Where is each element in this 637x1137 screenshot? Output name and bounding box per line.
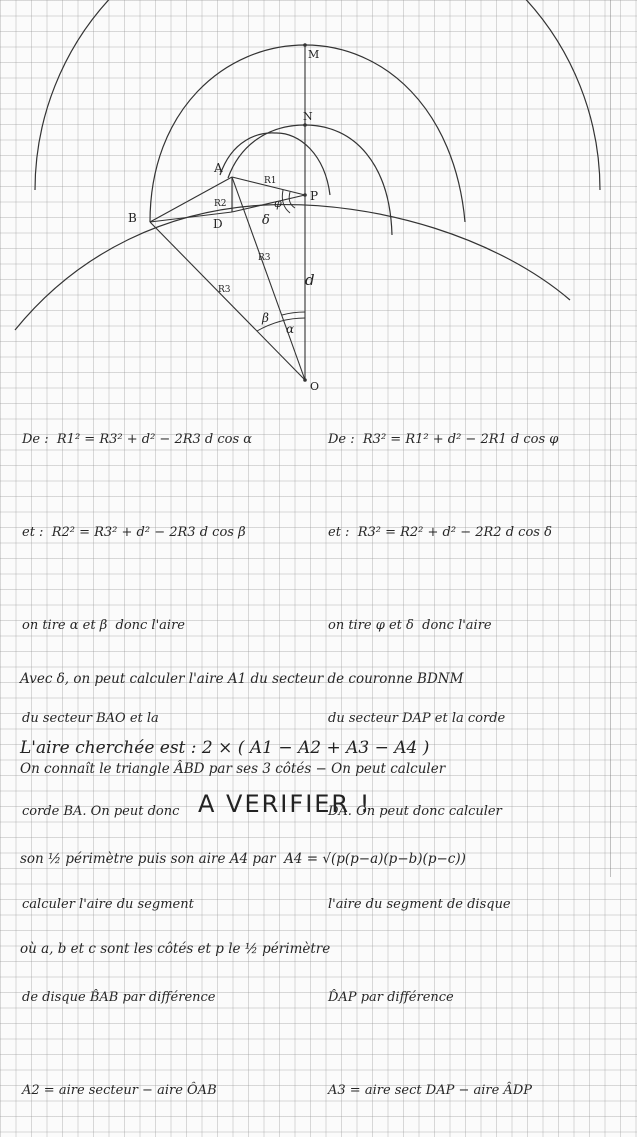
left-note-line: De : R1² = R3² + d² − 2R3 d cos α xyxy=(22,432,253,447)
label-o: O xyxy=(310,380,320,393)
angle-arc-alpha xyxy=(282,312,305,315)
left-note-line: et : R2² = R3² + d² − 2R3 d cos β xyxy=(22,525,246,540)
point-m-marker xyxy=(303,43,307,47)
label-n: N xyxy=(303,110,313,123)
right-note-line: DA. On peut donc calculer xyxy=(328,804,502,819)
line-b-o xyxy=(150,222,305,380)
bottom-note-line: où a, b et c sont les côtés et p le ½ périmètre xyxy=(20,941,331,957)
right-note-line: on tire φ et δ donc l'aire xyxy=(328,618,492,633)
point-n-marker xyxy=(303,123,307,127)
bottom-note-line: Avec δ, on peut calculer l'aire A1 du secteur de couronne BDNM xyxy=(20,671,464,687)
line-d-p xyxy=(232,195,305,212)
label-phi: φ xyxy=(274,197,282,210)
verify-note: A VERIFIER ! xyxy=(198,790,372,818)
label-r3-mid: R3 xyxy=(258,253,271,263)
label-d-point: D xyxy=(213,217,223,231)
geometry-figure xyxy=(0,0,637,393)
label-r1: R1 xyxy=(264,176,277,186)
label-r2: R2 xyxy=(214,199,227,209)
final-formula: L'aire cherchée est : 2 × ( A1 − A2 + A3 − A4 ) xyxy=(20,738,430,758)
angle-arc-phi xyxy=(289,192,295,208)
left-note-line: de disque B̂AB par différence xyxy=(22,990,216,1005)
left-note-line: on tire α et β donc l'aire xyxy=(22,618,185,633)
label-beta: β xyxy=(262,311,269,325)
label-b: B xyxy=(128,211,137,225)
arc-lower-b xyxy=(15,205,570,330)
right-note-line: du secteur DAP et la corde xyxy=(328,711,506,726)
bottom-note-line: On connaît le triangle ÂBD par ses 3 côtés − On peut calculer xyxy=(20,761,446,777)
arc-large-m xyxy=(35,0,600,190)
label-d: d xyxy=(305,271,315,289)
right-note-line: De : R3² = R1² + d² − 2R1 d cos φ xyxy=(328,432,559,447)
label-delta: δ xyxy=(262,213,270,228)
label-r3-left: R3 xyxy=(218,285,231,295)
right-note-line: l'aire du segment de disque xyxy=(328,897,511,912)
angle-arc-delta xyxy=(282,190,290,213)
label-a: A xyxy=(214,161,223,175)
right-note-line: et : R3² = R2² + d² − 2R2 d cos δ xyxy=(328,525,552,540)
left-note-line: du secteur BAO et la xyxy=(22,711,159,726)
left-note-line: A2 = aire secteur − aire ÔAB xyxy=(22,1083,217,1098)
left-note-line: corde BA. On peut donc xyxy=(22,804,180,819)
bottom-note-line: son ½ périmètre puis son aire A4 par A4 = √(p(p−a)(p−b)(p−c)) xyxy=(20,851,466,867)
label-alpha: α xyxy=(286,322,295,336)
arc-circle-a-n xyxy=(228,125,392,235)
label-p: P xyxy=(310,189,319,203)
left-note-line: calculer l'aire du segment xyxy=(22,897,194,912)
right-note-line: A3 = aire sect DAP − aire ÂDP xyxy=(328,1083,532,1098)
label-m: M xyxy=(308,48,320,61)
point-p-marker xyxy=(303,193,307,197)
right-note-line: D̂AP par différence xyxy=(328,990,454,1005)
point-o-marker xyxy=(303,378,307,382)
